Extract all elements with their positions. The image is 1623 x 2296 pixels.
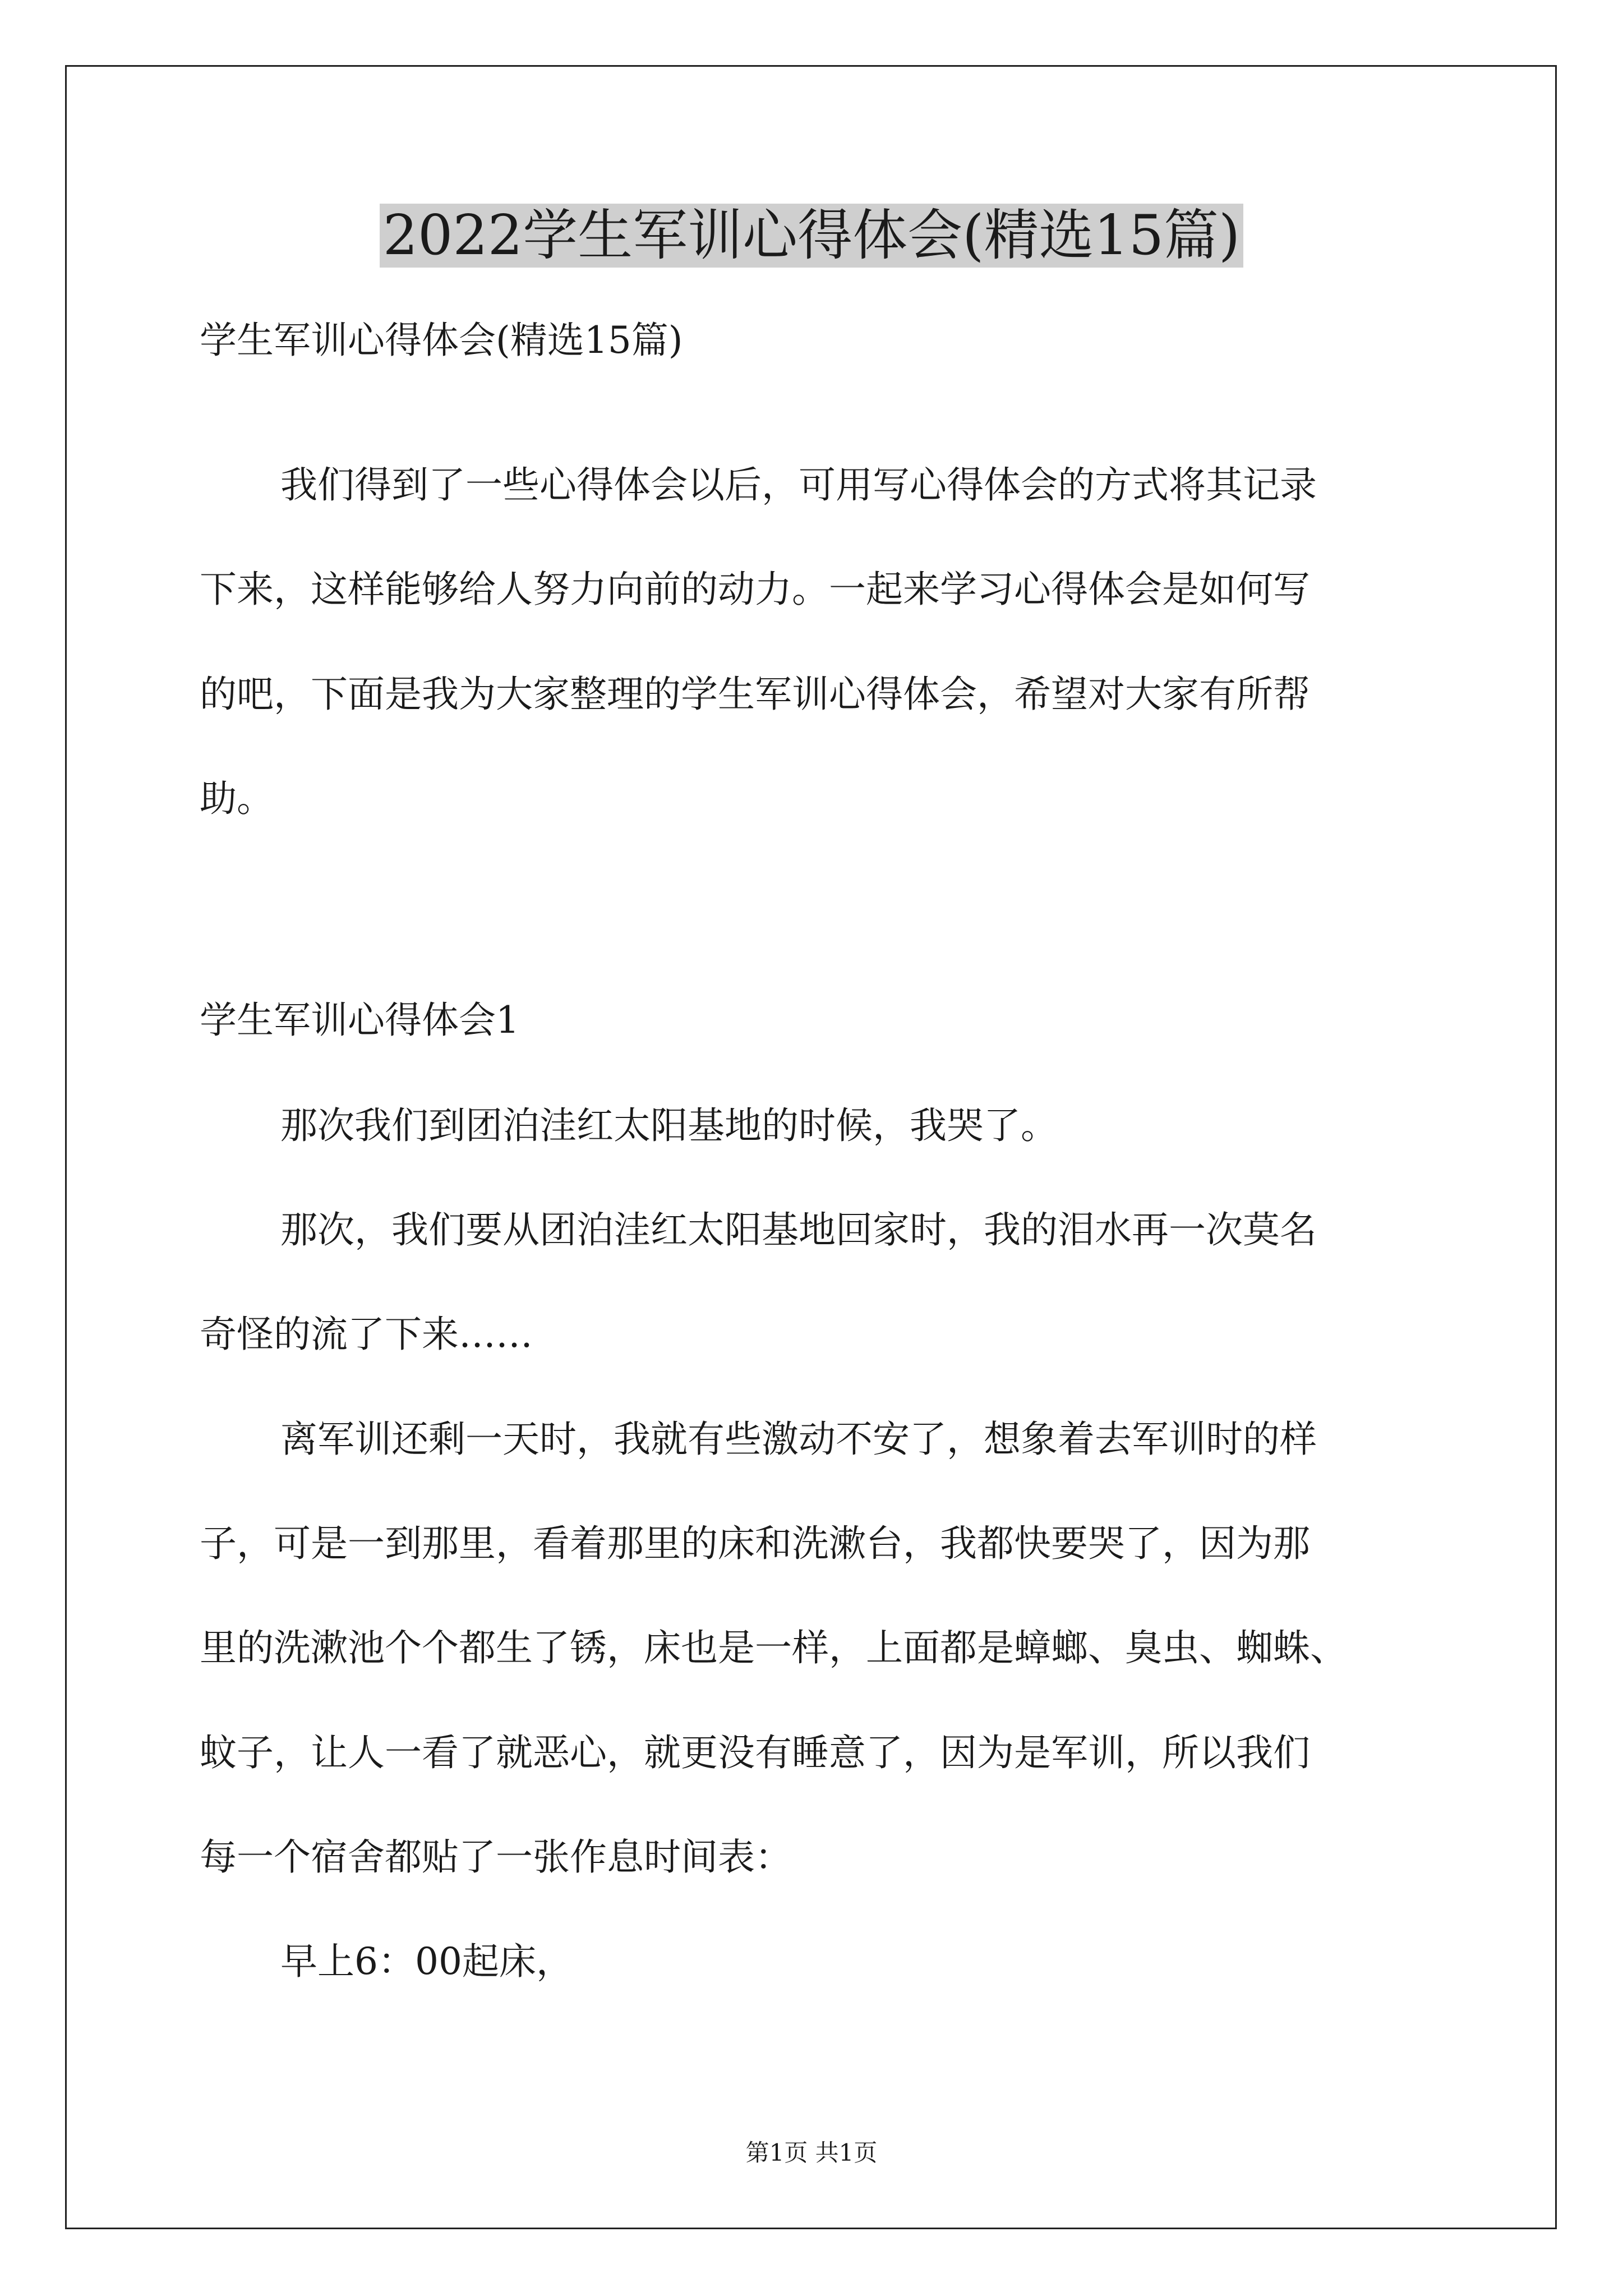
paragraph-line: 离军训还剩一天时，我就有些激动不安了，想象着去军训时的样 (280, 1418, 1317, 1461)
paragraph-line: 那次我们到团泊洼红太阳基地的时候，我哭了。 (280, 1104, 1058, 1147)
paragraph-line: 里的洗漱池个个都生了锈，床也是一样，上面都是蟑螂、臭虫、蜘蛛、 (200, 1626, 1347, 1669)
document-title-text: 2022学生军训心得体会(精选15篇) (380, 204, 1244, 268)
section-heading: 学生军训心得体会1 (200, 999, 519, 1042)
document-subtitle: 学生军训心得体会(精选15篇) (200, 319, 683, 362)
document-title (0, 196, 1623, 275)
intro-line: 下来，这样能够给人努力向前的动力。一起来学习心得体会是如何写 (200, 568, 1310, 611)
paragraph-line: 早上6：00起床， (280, 1940, 573, 1983)
paragraph-line: 蚊子，让人一看了就恶心，就更没有睡意了，因为是军训，所以我们 (200, 1731, 1310, 1774)
paragraph-line: 奇怪的流了下来…… (200, 1313, 533, 1356)
paragraph-line: 那次，我们要从团泊洼红太阳基地回家时，我的泪水再一次莫名 (280, 1208, 1317, 1251)
intro-line: 的吧，下面是我为大家整理的学生军训心得体会，希望对大家有所帮 (200, 673, 1310, 716)
page-footer (0, 2136, 1623, 2170)
intro-line: 助。 (200, 777, 274, 820)
page-number: 第1页 共1页 (745, 2139, 878, 2166)
paragraph-line: 子，可是一到那里，看着那里的床和洗漱台，我都快要哭了，因为那 (200, 1522, 1310, 1565)
paragraph-line: 每一个宿舍都贴了一张作息时间表： (200, 1835, 792, 1879)
intro-line: 我们得到了一些心得体会以后，可用写心得体会的方式将其记录 (280, 463, 1317, 507)
